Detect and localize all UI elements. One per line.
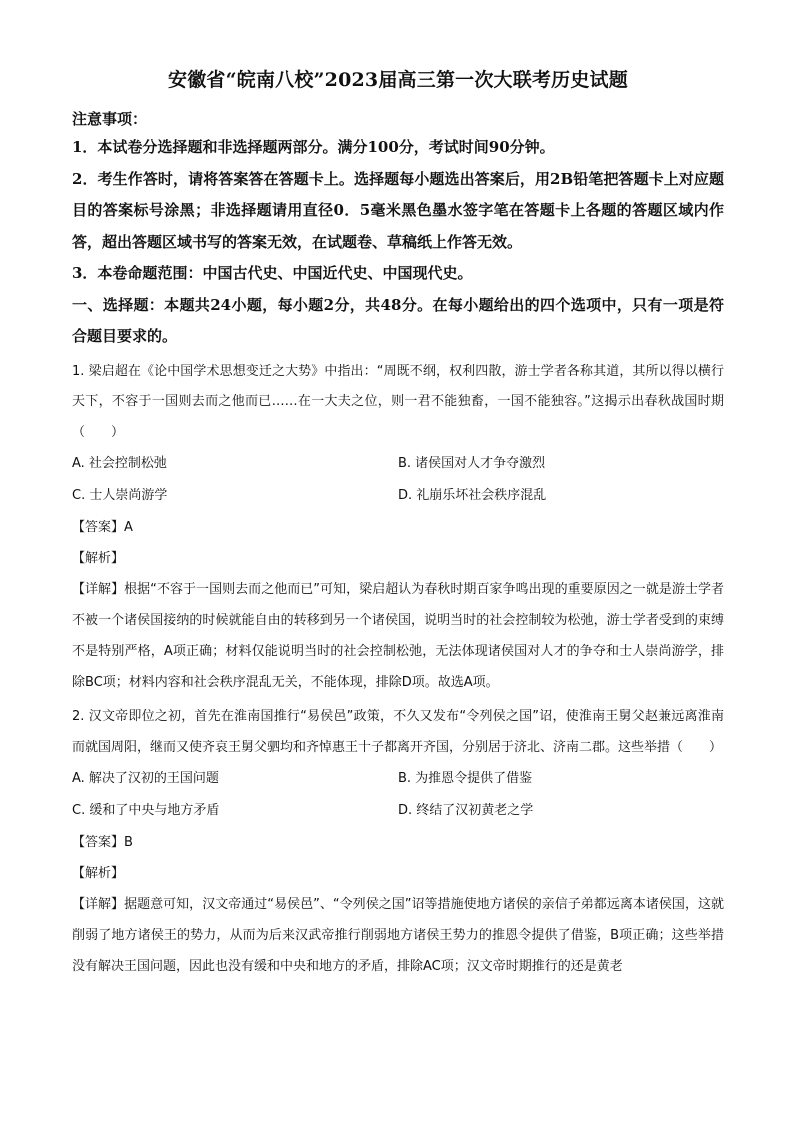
page-title: 安徽省“皖南八校”2023届高三第一次大联考历史试题: [168, 69, 628, 91]
note-2: 2．考生作答时，请将答案答在答题卡上。选择题每小题选出答案后，用2B铅笔把答题卡上对应题目的答案标号涂黑；非选择题请用直径0．5毫米黑色墨水签字笔在答题卡上各题的答题区域内作答，超出答题区域书写的答案无效，在试题卷、草稿纸上作答无效。: [72, 169, 724, 251]
analysis-label: 【解析】: [72, 866, 125, 881]
option-c: C. 士人崇尚游学: [72, 488, 168, 503]
section-heading: 一、选择题：本题共24小题，每小题2分，共48分。在每小题给出的四个选项中，只有一项是符合题目要求的。: [72, 295, 724, 345]
option-d: D. 终结了汉初黄老之学: [398, 803, 534, 818]
option-a: A. 社会控制松弛: [72, 456, 167, 471]
question-1: [72, 357, 724, 699]
answer-label: 【答案】B: [72, 835, 133, 850]
option-b: B. 为推恩令提供了借鉴: [398, 771, 533, 786]
option-a: A. 解决了汉初的王国问题: [72, 771, 219, 786]
exam-page: [72, 66, 724, 982]
detail-explanation: 【详解】据题意可知，汉文帝通过“易侯邑”、“令列侯之国”诏等措施使地方诸侯的亲信子弟都远离本诸侯国，这就削弱了地方诸侯王的势力，从而为后来汉武帝推行削弱地方诸侯王势力的推恩令提供了借鉴，B项正确；这些举措没有解决王国问题，因此也没有缓和中央和地方的矛盾，排除AC项；汉文帝时期推行的还是黄老: [72, 897, 724, 974]
option-list: [72, 763, 724, 827]
option-b: B. 诸侯国对人才争夺激烈: [398, 456, 546, 471]
answer-label: 【答案】A: [72, 520, 133, 535]
analysis-label: 【解析】: [72, 551, 125, 566]
question-2: [72, 702, 724, 982]
note-1: 1．本试卷分选择题和非选择题两部分。满分100分，考试时间90分钟。: [72, 138, 555, 156]
question-stem: 2. 汉文帝即位之初，首先在淮南国推行“易侯邑”政策，不久又发布“令列侯之国”诏，使淮南王舅父赵兼远离淮南而就国周阳，继而又使齐哀王舅父驷均和齐悼惠王十子都离开齐国，分别居于济北、济南二郡。这些举措（ ）: [72, 709, 724, 755]
option-d: D. 礼崩乐坏社会秩序混乱: [398, 488, 547, 503]
detail-explanation: 【详解】根据“不容于一国则去而之他而已”可知，梁启超认为春秋时期百家争鸣出现的重要原因之一就是游士学者不被一个诸侯国接纳的时候就能自由的转移到另一个诸侯国，说明当时的社会控制较为松弛，游士学者受到的束缚不是特别严格，A项正确；材料仅能说明当时的社会控制松弛，无法体现诸侯国对人才的争夺和士人崇尚游学，排除BC项；材料内容和社会秩序混乱无关，不能体现，排除D项。故选A项。: [72, 582, 724, 690]
question-stem: 1. 梁启超在《论中国学术思想变迁之大势》中指出：“周既不纲，权利四散，游士学者各称其道，其所以得以横行天下，不容于一国则去而之他而已……在一大夫之位，则一君不能独畜，一国不能独容。”这揭示出春秋战国时期（ ）: [72, 363, 724, 440]
notes-heading: 注意事项：: [72, 110, 148, 128]
note-3: 3．本卷命题范围：中国古代史、中国近代史、中国现代史。: [72, 264, 473, 282]
option-c: C. 缓和了中央与地方矛盾: [72, 803, 220, 818]
option-list: [72, 448, 724, 512]
